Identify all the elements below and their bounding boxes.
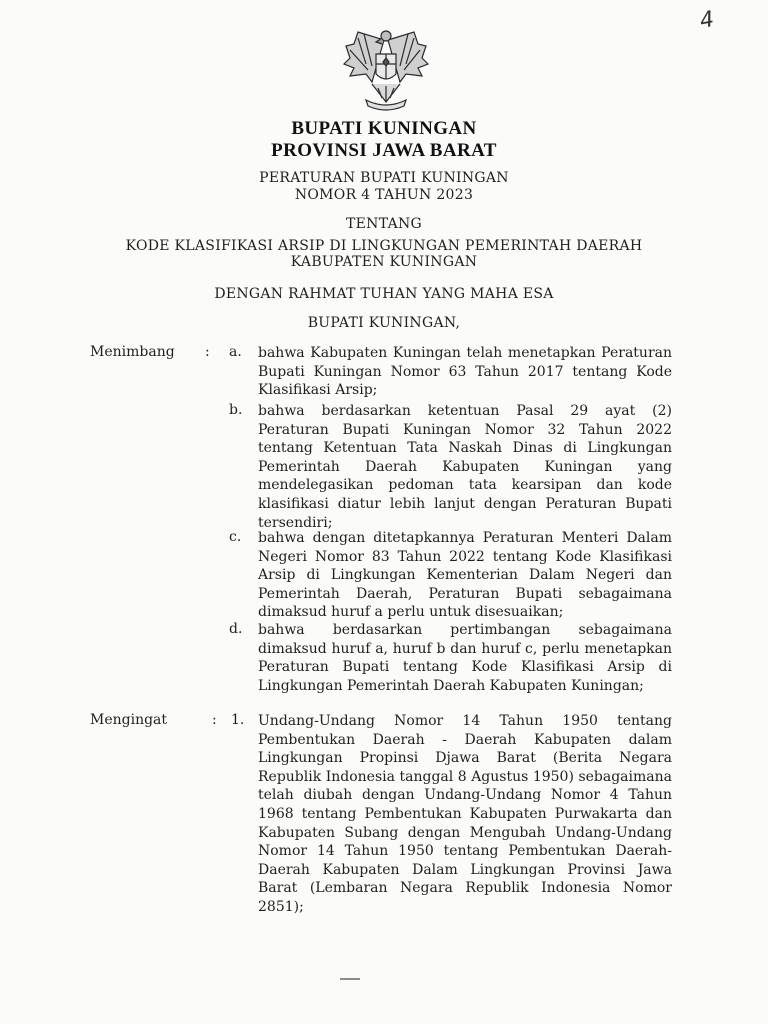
menimbang-marker-d: d. (229, 621, 243, 637)
regulation-title-line2: KABUPATEN KUNINGAN (290, 254, 478, 270)
handwritten-page-number: 4 (697, 6, 717, 35)
menimbang-item-b: bahwa berdasarkan ketentuan Pasal 29 ayat (2) Peraturan Bupati Kuningan Nomor 32 Tahun 2022 tentang Ketentuan Tata Naskah Dinas di Lingkungan Pemerintah Daerah Kabupaten Kuningan yang mendelegasikan pedoman tata kearsipan dan kode klasifikasi diatur lebih lanjut dengan Peraturan Bupati tersendiri; (258, 403, 672, 531)
menimbang-item-a: bahwa Kabupaten Kuningan telah menetapkan Peraturan Bupati Kuningan Nomor 63 Tahun 2017 tentang Kode Klasifikasi Arsip; (258, 345, 672, 399)
menimbang-item-c: bahwa dengan ditetapkannya Peraturan Menteri Dalam Negeri Nomor 83 Tahun 2022 tentang Kode Klasifikasi Arsip di Lingkungan Kementerian Dalam Negeri dan Pemerintah Daerah, Peraturan Bupati sebagaimana dimaksud huruf a perlu untuk disesuaikan; (258, 530, 672, 621)
menimbang-item-d: bahwa berdasarkan pertimbangan sebagaimana dimaksud huruf a, huruf b dan huruf c, perlu menetapkan Peraturan Bupati tentang Kode Klasifikasi Arsip di Lingkungan Pemerintah Daerah Kabupaten Kuningan; (258, 622, 672, 694)
about-label: TENTANG (345, 216, 423, 232)
menimbang-marker-b: b. (229, 402, 243, 418)
garuda-pancasila-emblem-icon (336, 18, 436, 118)
menimbang-label: Menimbang (90, 344, 175, 360)
menimbang-marker-c: c. (229, 529, 242, 545)
mengingat-colon: : (212, 712, 217, 728)
menimbang-marker-a: a. (229, 344, 242, 360)
regulation-number: NOMOR 4 TAHUN 2023 (294, 187, 474, 203)
mengingat-label: Mengingat (90, 712, 168, 728)
header-title: BUPATI KUNINGAN (291, 118, 477, 139)
preamble: DENGAN RAHMAT TUHAN YANG MAHA ESA (214, 286, 554, 302)
mengingat-item-1: Undang-Undang Nomor 14 Tahun 1950 tentang Pembentukan Daerah - Daerah Kabupaten dalam Lingkungan Propinsi Djawa Barat (Berita Negara Republik Indonesia tanggal 8 Agustus 1950) sebagaimana telah diubah dengan Undang-Undang Nomor 4 Tahun 1968 tentang Pembentukan Kabupaten Purwakarta dan Kabupaten Subang dengan Mengubah Undang-Undang Nomor 14 Tahun 1950 tentang Pembentukan Daerah-Daerah Kabupaten Dalam Lingkungan Provinsi Jawa Barat (Lembaran Negara Republik Indonesia Nomor 2851); (258, 713, 672, 915)
menimbang-colon: : (205, 344, 210, 360)
authority: BUPATI KUNINGAN, (307, 315, 461, 331)
scan-mark (340, 978, 360, 980)
regulation-title-line1: KODE KLASIFIKASI ARSIP DI LINGKUNGAN PEMERINTAH DAERAH (125, 238, 643, 254)
mengingat-marker-1: 1. (231, 712, 245, 728)
header-province: PROVINSI JAWA BARAT (271, 140, 497, 161)
regulation-type: PERATURAN BUPATI KUNINGAN (259, 170, 509, 186)
